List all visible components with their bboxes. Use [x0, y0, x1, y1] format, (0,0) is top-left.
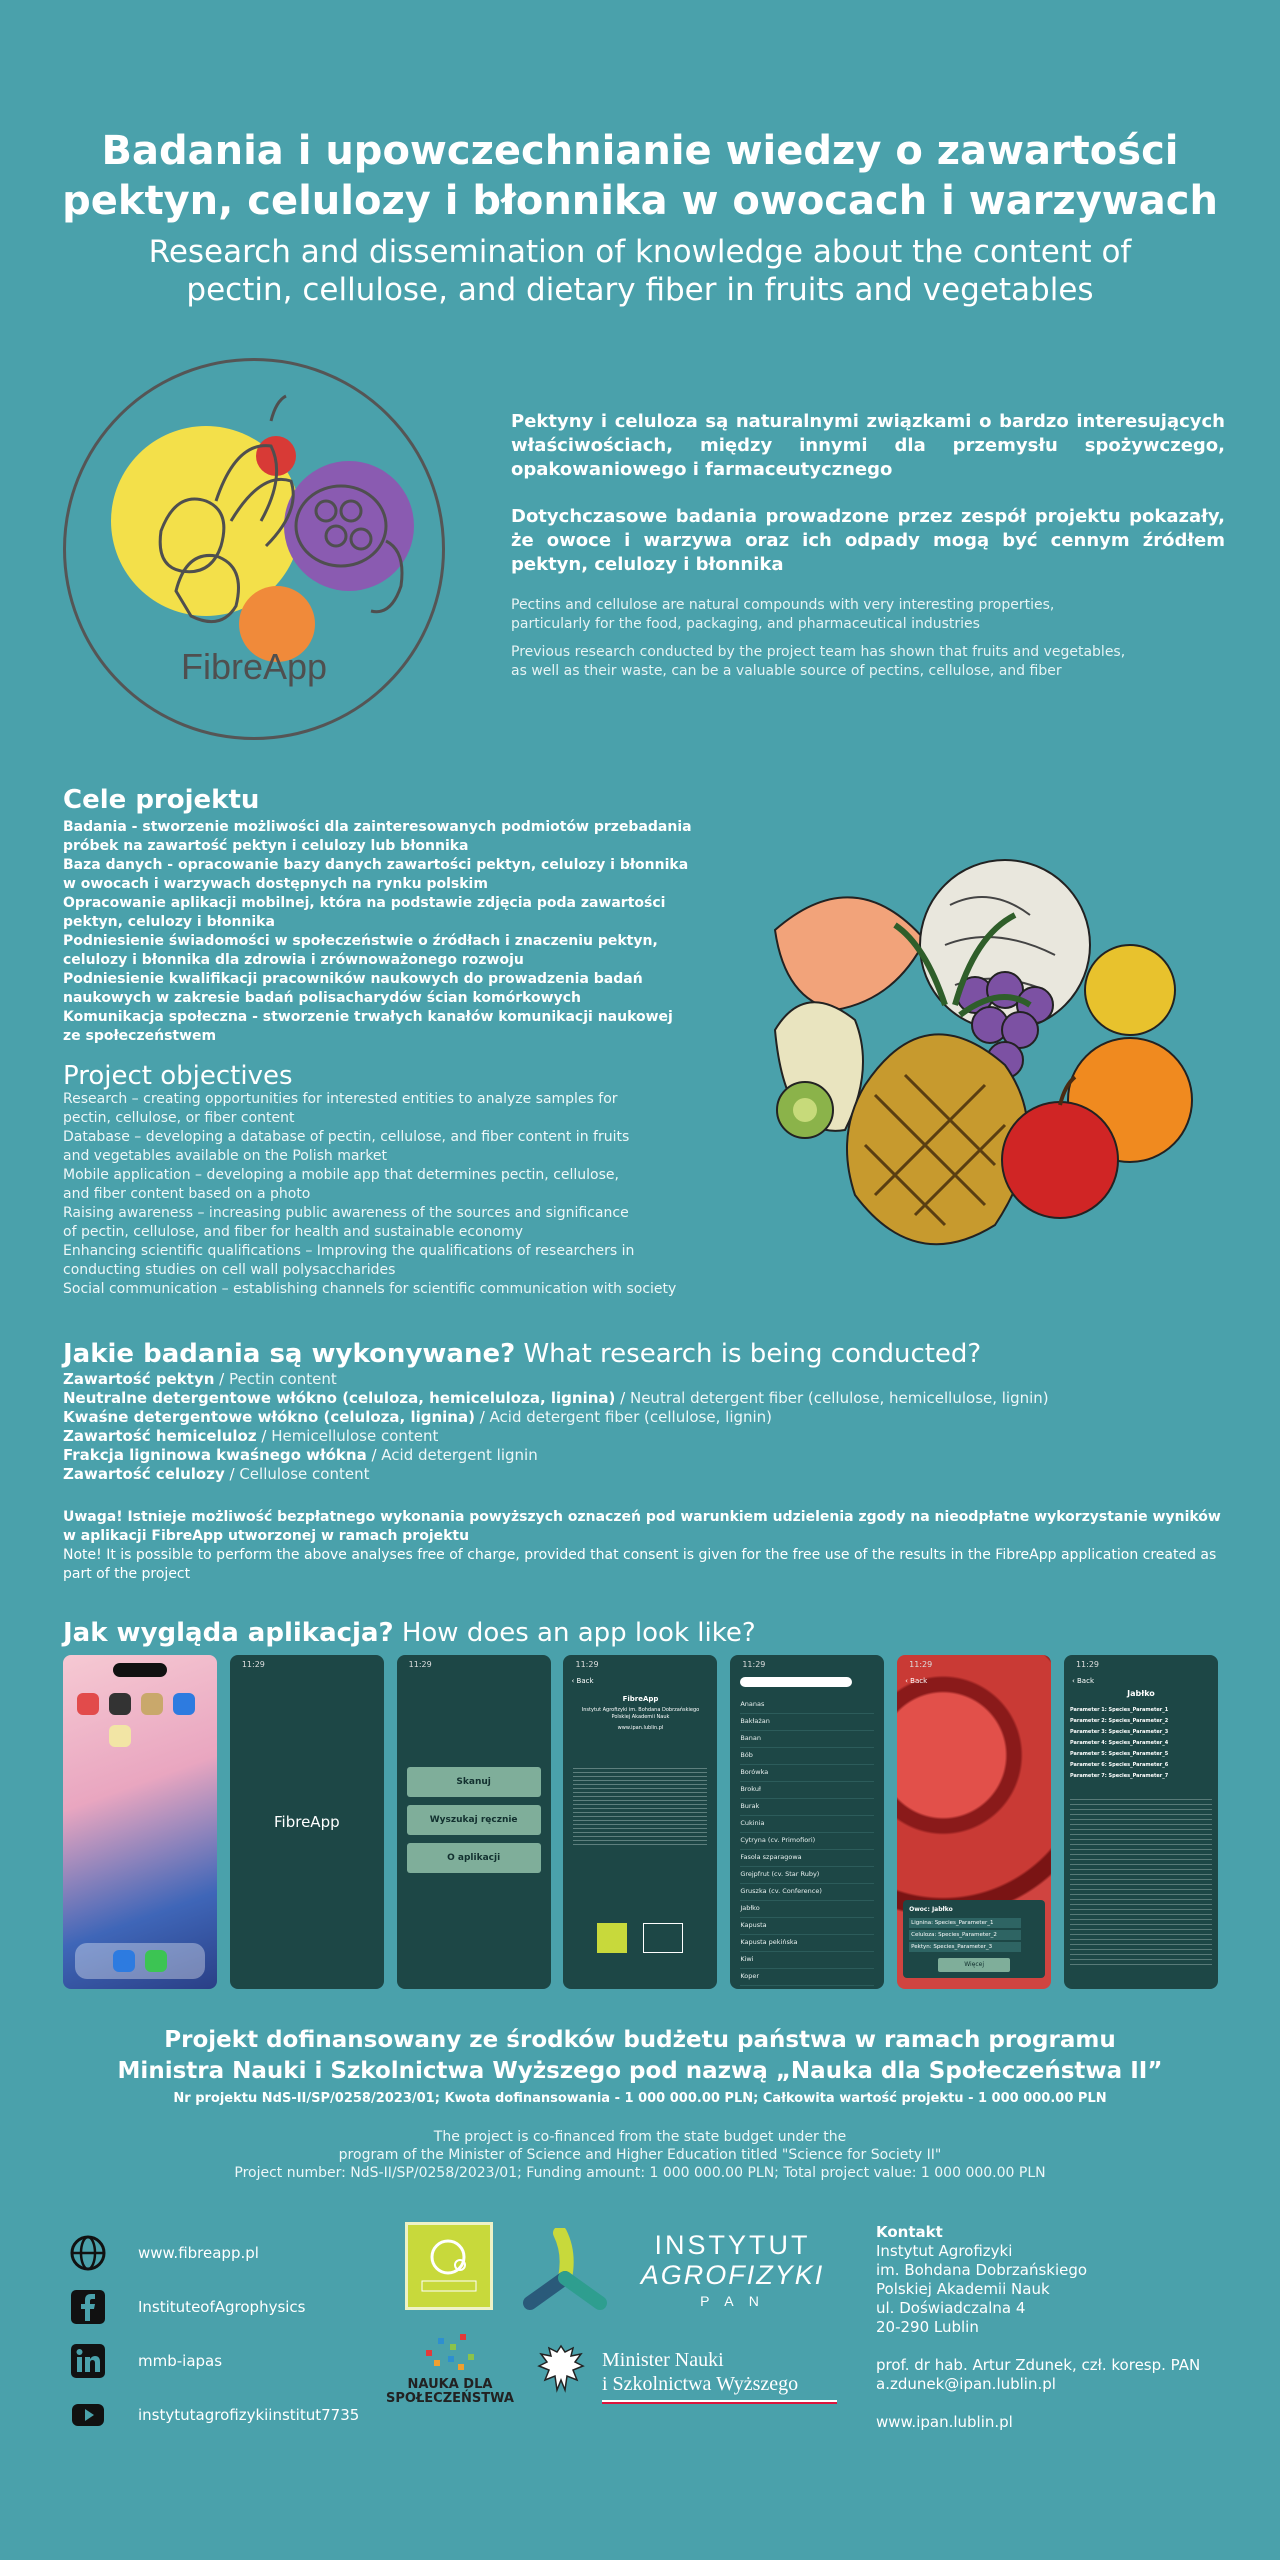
app-heading-en: How does an app look like? — [401, 1618, 756, 1648]
messages-icon[interactable] — [145, 1950, 167, 1972]
status-time: 11:29 — [575, 1660, 599, 1669]
title-pl-line1: Badania i upowczechnianie wiedzy o zawartości — [101, 128, 1179, 174]
status-time: 11:29 — [909, 1660, 933, 1669]
objectives-heading-pl: Cele projektu — [63, 785, 260, 815]
research-row — [63, 1446, 1223, 1465]
linkedin-icon — [68, 2341, 108, 2381]
list-item[interactable]: Bakłażan — [740, 1712, 874, 1731]
about-title: FibreApp — [622, 1695, 659, 1703]
funding-pl-line2: Ministra Nauki i Szkolnictwa Wyższego pod nazwą „Nauka dla Społeczeństwa II” — [117, 2058, 1163, 2084]
back-link[interactable]: ‹ Back — [571, 1677, 594, 1685]
status-time: 11:29 — [241, 1660, 265, 1669]
app-icon[interactable] — [173, 1693, 195, 1715]
more-button[interactable]: Więcej — [938, 1958, 1010, 1972]
nauka-symbol — [420, 2330, 480, 2374]
nauka-text-1: NAUKA DLA — [407, 2377, 493, 2392]
objectives-heading-en: Project objectives — [63, 1061, 293, 1091]
link-linkedin[interactable] — [68, 2336, 388, 2386]
social-links — [68, 2228, 388, 2444]
list-item[interactable]: Jabłko — [740, 1899, 874, 1918]
objective-en: Social communication – establishing channels for scientific communication with society — [63, 1281, 677, 1297]
objective-pl: Komunikacja społeczna - stworzenie trwałych kanałów komunikacji naukowej ze społeczeństwem — [63, 1009, 673, 1044]
funding-pl-number: Nr projektu NdS-II/SP/0258/2023/01; Kwota dofinansowania - 1 000 000.00 PLN; Całkowita wartość projektu - 1 000 000.00 PLN — [173, 2091, 1107, 2106]
back-link[interactable]: ‹ Back — [1071, 1677, 1094, 1685]
link-text: www.fibreapp.pl — [138, 2244, 259, 2262]
research-row — [63, 1427, 1223, 1446]
research-row — [63, 1408, 1223, 1427]
app-screenshots — [63, 1655, 1218, 1995]
list-item[interactable]: Borówka — [740, 1763, 874, 1782]
manual-search-button[interactable]: Wyszukaj ręcznie — [407, 1805, 541, 1835]
app-heading-pl: Jak wygląda aplikacja? — [63, 1618, 394, 1648]
objective-en: Enhancing scientific qualifications – Improving the qualifications of researchers in conducting studies on cell wall polysaccharides — [63, 1243, 635, 1278]
nauka-dla-spoleczenstwa-logo — [385, 2330, 515, 2406]
objective-en: Research – creating opportunities for interested entities to analyze samples for pectin, cellulose, or fiber content — [63, 1091, 618, 1126]
app-icon[interactable] — [141, 1693, 163, 1715]
contact-person: prof. dr hab. Artur Zdunek, czł. koresp. PAN — [876, 2356, 1201, 2374]
phone-about-screen — [563, 1655, 717, 1989]
research-row — [63, 1370, 1223, 1389]
result-line: Lignina: Species_Parameter_1 — [909, 1918, 1021, 1928]
funding-en-line1: The project is co-financed from the state budget under the — [433, 2129, 847, 2145]
link-website[interactable] — [68, 2228, 388, 2278]
instytut-agrofizyki-logo — [630, 2230, 835, 2312]
research-pl: Zawartość hemiceluloz — [63, 1427, 257, 1445]
back-label: Back — [1077, 1677, 1094, 1685]
title-english — [40, 233, 1240, 309]
phone-detail-screen — [1064, 1655, 1218, 1989]
research-row — [63, 1389, 1223, 1408]
back-label: Back — [576, 1677, 594, 1685]
polish-eagle-icon — [530, 2340, 592, 2406]
back-link[interactable]: ‹ Back — [905, 1677, 928, 1685]
dock — [75, 1943, 205, 1979]
dynamic-island — [113, 1663, 167, 1677]
list-item[interactable]: Fasola szparagowa — [740, 1848, 874, 1867]
research-pl: Kwaśne detergentowe włókno (celuloza, lignina) — [63, 1408, 475, 1426]
list-item[interactable]: Gruszka (cv. Conference) — [740, 1882, 874, 1901]
fibreapp-logo — [63, 358, 445, 740]
link-facebook[interactable] — [68, 2282, 388, 2332]
app-icon[interactable] — [109, 1693, 131, 1715]
intro-en-2: Previous research conducted by the project team has shown that fruits and vegetables, as well as their waste, can be a valuable source of pectins, cellulose, and fiber — [511, 644, 1126, 679]
about-button[interactable]: O aplikacji — [407, 1843, 541, 1873]
detail-param: Parameter 4: Species_Parameter_4 — [1069, 1740, 1169, 1746]
title-polish — [40, 126, 1240, 226]
list-item[interactable]: Koper — [740, 1967, 874, 1986]
list-item[interactable]: Banan — [740, 1729, 874, 1748]
intro-pl-2: Dotychczasowe badania prowadzone przez zespół projektu pokazały, że owoce i warzywa oraz ich odpady mogą być cennym źródłem pektyn, celulozy i błonnika — [511, 506, 1225, 575]
list-item[interactable]: Ananas — [740, 1695, 874, 1714]
note-en: Note! It is possible to perform the above analyses free of charge, provided that consent is given for the free use of the results in the FibreApp application created as part of the project — [63, 1547, 1217, 1582]
objective-pl: Badania - stworzenie możliwości dla zainteresowanych podmiotów przebadania próbek na zawartość pektyn i celulozy lub błonnika — [63, 819, 692, 854]
research-pl: Frakcja ligninowa kwaśnego włókna — [63, 1446, 367, 1464]
result-line: Celuloza: Species_Parameter_2 — [909, 1930, 1021, 1940]
app-heading — [63, 1617, 756, 1649]
link-text: mmb-iapas — [138, 2352, 223, 2370]
research-en: Acid detergent fiber (cellulose, lignin) — [489, 1408, 773, 1426]
research-en: Hemicellulose content — [271, 1427, 439, 1445]
list-item[interactable]: Cytryna (cv. Primofiori) — [740, 1831, 874, 1850]
funding-en — [40, 2128, 1240, 2182]
phone-splash-screen — [230, 1655, 384, 1989]
list-item[interactable]: Bób — [740, 1746, 874, 1765]
list-item[interactable]: Brokuł — [740, 1780, 874, 1799]
result-fruit: Owoc: Jabłko — [909, 1906, 953, 1913]
app-icon[interactable] — [77, 1693, 99, 1715]
research-en: Acid detergent lignin — [381, 1446, 538, 1464]
fruit-illustration — [755, 855, 1215, 1325]
research-heading-pl: Jakie badania są wykonywane? — [63, 1339, 516, 1369]
back-label: Back — [910, 1677, 928, 1685]
status-time: 11:29 — [742, 1660, 766, 1669]
status-time: 11:29 — [408, 1660, 432, 1669]
separator: / — [214, 1370, 229, 1388]
youtube-icon — [68, 2395, 108, 2435]
note — [63, 1508, 1233, 1584]
phone-home-screen — [63, 1655, 217, 1989]
link-text: InstituteofAgrophysics — [138, 2298, 306, 2316]
separator: / — [224, 1465, 240, 1483]
research-pl: Neutralne detergentowe włókno (celuloza, hemiceluloza, lignina) — [63, 1389, 616, 1407]
objective-pl: Podniesienie świadomości w społeczeństwie o źródłach i znaczeniu pektyn, celulozy i błonnika dla zdrowia i zrównoważonego rozwoju — [63, 933, 658, 968]
phone-result-screen — [897, 1655, 1051, 1989]
scan-button[interactable]: Skanuj — [407, 1767, 541, 1797]
minister-line1: Minister Nauki — [602, 2349, 724, 2371]
separator: / — [366, 1446, 382, 1464]
facebook-icon — [68, 2287, 108, 2327]
about-url: www.ipan.lublin.pl — [617, 1725, 664, 1731]
title-en-line1: Research and dissemination of knowledge about the content of — [148, 234, 1132, 270]
link-youtube[interactable] — [68, 2390, 388, 2440]
instytut-text: INSTYTUT — [654, 2230, 811, 2260]
research-en: Neutral detergent fiber (cellulose, hemicellulose, lignin) — [629, 1389, 1049, 1407]
nauka-text-2: SPOŁECZEŃSTWA — [386, 2391, 514, 2406]
detail-param: Parameter 7: Species_Parameter_7 — [1069, 1773, 1169, 1779]
objective-pl: Opracowanie aplikacji mobilnej, która na podstawie zdjęcia poda zawartości pektyn, celulozy i błonnika — [63, 895, 666, 930]
about-text-block — [573, 1765, 707, 1845]
result-card — [903, 1900, 1045, 1978]
instytut-logo — [643, 1923, 683, 1953]
separator: / — [615, 1389, 630, 1407]
list-item[interactable]: Cukinia — [740, 1814, 874, 1833]
splash-title: FibreApp — [274, 1813, 340, 1831]
detail-param: Parameter 3: Species_Parameter_3 — [1069, 1729, 1169, 1735]
contact-block — [876, 2223, 1236, 2432]
detail-title: Jabłko — [1127, 1689, 1155, 1698]
agrofizyki-text: AGROFIZYKI — [640, 2260, 825, 2290]
funding-pl-line1: Projekt dofinansowany ze środków budżetu państwa w ramach programu — [164, 2027, 1116, 2053]
contact-line: ul. Doświadczalna 4 — [876, 2299, 1026, 2317]
funding-en-line2: program of the Minister of Science and Higher Education titled "Science for Society II" — [338, 2147, 942, 2163]
safari-icon[interactable] — [113, 1950, 135, 1972]
status-time: 11:29 — [1075, 1660, 1100, 1669]
intro-en-1: Pectins and cellulose are natural compounds with very interesting properties, particularly for the food, packaging, and pharmaceutical industries — [511, 597, 1055, 632]
research-en: Cellulose content — [239, 1465, 370, 1483]
title-en-line2: pectin, cellulose, and dietary fiber in fruits and vegetables — [186, 272, 1094, 308]
instytut-agrofizyki-symbol — [515, 2228, 615, 2318]
funding-pl — [40, 2025, 1240, 2087]
link-text: instytutagrofizykiinstitut7735 — [138, 2406, 360, 2424]
research-en: Pectin content — [229, 1370, 337, 1388]
research-pl: Zawartość celulozy — [63, 1465, 225, 1483]
search-input[interactable] — [740, 1677, 852, 1687]
phone-menu-screen — [397, 1655, 551, 1989]
contact-line: im. Bohdana Dobrzańskiego — [876, 2261, 1088, 2279]
objectives-list-en — [63, 1090, 723, 1299]
objective-pl: Baza danych - opracowanie bazy danych zawartości pektyn, celulozy i błonnika w owocach i warzywach dostępnych na rynku polskim — [63, 857, 689, 892]
detail-text-block — [1070, 1795, 1212, 1965]
pan-text: P A N — [700, 2293, 765, 2309]
funding-en-line3: Project number: NdS-II/SP/0258/2023/01; Funding amount: 1 000 000.00 PLN; Total project value: 1 000 000.00 PLN — [234, 2165, 1046, 2181]
detail-param: Parameter 6: Species_Parameter_6 — [1069, 1762, 1169, 1768]
objective-en: Raising awareness – increasing public awareness of the sources and significance of pectin, cellulose, and fiber for health and sustainable economy — [63, 1205, 629, 1240]
detail-param: Parameter 1: Species_Parameter_1 — [1069, 1707, 1169, 1713]
separator: / — [474, 1408, 490, 1426]
objective-en: Database – developing a database of pectin, cellulose, and fiber content in fruits and vegetables available on the Polish market — [63, 1129, 630, 1164]
contact-line: 20-290 Lublin — [876, 2318, 979, 2336]
list-item[interactable]: Kapusta pekińska — [740, 1933, 874, 1952]
phone-search-screen — [730, 1655, 884, 1989]
detail-params — [1070, 1705, 1168, 1782]
detail-param: Parameter 2: Species_Parameter_2 — [1069, 1718, 1169, 1724]
fruit-logo-illustration — [66, 361, 442, 737]
contact-email[interactable]: a.zdunek@ipan.lublin.pl — [876, 2375, 1056, 2393]
research-row — [63, 1465, 1223, 1484]
separator: / — [256, 1427, 272, 1445]
logo-text: FibreApp — [180, 646, 328, 687]
contact-website[interactable]: www.ipan.lublin.pl — [876, 2413, 1013, 2431]
list-item[interactable]: Grejpfrut (cv. Star Ruby) — [740, 1865, 874, 1884]
list-item[interactable]: Burak — [740, 1797, 874, 1816]
contact-line: Instytut Agrofizyki — [876, 2242, 1013, 2260]
minister-text — [602, 2348, 798, 2396]
title-pl-line2: pektyn, celulozy i błonnika w owocach i warzywach — [62, 178, 1218, 224]
research-heading — [63, 1338, 981, 1370]
note-pl: Uwaga! Istnieje możliwość bezpłatnego wykonania powyższych oznaczeń pod warunkiem udzielenia zgody na nieodpłatne wykorzystanie wyników w aplikacji FibreApp utworzonej w ramach projektu — [63, 1509, 1221, 1544]
research-list — [63, 1370, 1223, 1484]
flag-stripe — [602, 2400, 837, 2404]
institute-logo — [597, 1923, 627, 1953]
fibreapp-icon[interactable] — [109, 1725, 131, 1747]
minister-logo — [530, 2340, 840, 2410]
contact-line: Polskiej Akademii Nauk — [876, 2280, 1050, 2298]
about-subtitle: Instytut Agrofizyki im. Bohdana Dobrzańskiego Polskiej Akademii Nauk — [581, 1707, 700, 1720]
intro-pl-1: Pektyny i celuloza są naturalnymi związkami o bardzo interesujących właściwościach, między innymi dla przemysłu spożywczego, opakowaniowego i farmaceutycznego — [511, 411, 1225, 480]
list-item[interactable]: Kapusta — [740, 1916, 874, 1935]
detail-param: Parameter 5: Species_Parameter_5 — [1069, 1751, 1169, 1757]
contact-heading: Kontakt — [876, 2223, 943, 2241]
objectives-list-pl — [63, 818, 723, 1046]
objective-pl: Podniesienie kwalifikacji pracowników naukowych do prowadzenia badań naukowych w zakresie badań polisacharydów ścian komórkowych — [63, 971, 643, 1006]
objective-en: Mobile application – developing a mobile app that determines pectin, cellulose, and fiber content based on a photo — [63, 1167, 619, 1202]
research-pl: Zawartość pektyn — [63, 1370, 215, 1388]
research-heading-en: What research is being conducted? — [523, 1339, 982, 1369]
minister-line2: i Szkolnictwa Wyższego — [602, 2373, 799, 2395]
list-item[interactable]: Kiwi — [740, 1950, 874, 1969]
globe-icon — [68, 2233, 108, 2273]
result-line: Pektyn: Species_Parameter_3 — [909, 1942, 1021, 1952]
fibreapp-badge-logo — [405, 2222, 493, 2310]
